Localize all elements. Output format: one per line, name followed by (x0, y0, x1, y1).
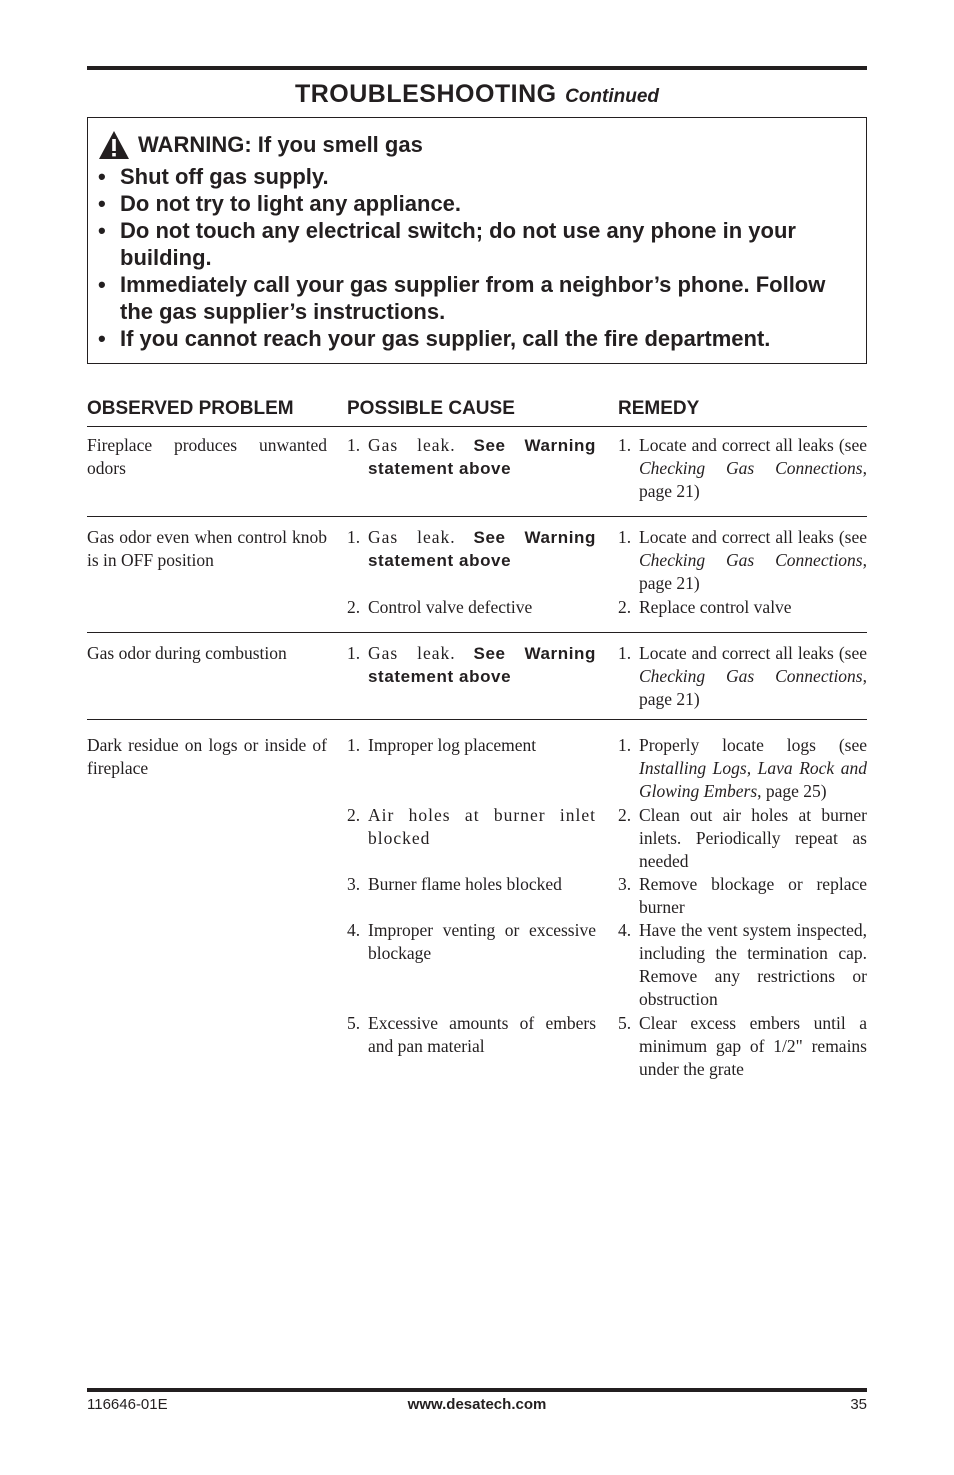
row-rule (87, 632, 867, 633)
remedy-text-end: , page 21) (639, 666, 867, 709)
remedy-text: Have the vent system inspected, including the termination cap. Remove any restrictions or obstruction (639, 920, 867, 1009)
item-number: 2. (618, 805, 632, 825)
observed-problem: Fireplace produces unwanted odors (87, 435, 327, 478)
cause-text: Burner flame holes blocked (368, 874, 562, 894)
cause-bold-text: See Warning statement above (368, 436, 596, 478)
remedy-text-end: , page 21) (639, 458, 867, 501)
footer-doc-number: 116646-01E (87, 1396, 168, 1413)
item-number: 2. (347, 597, 361, 617)
item-number: 2. (347, 805, 361, 825)
item-number: 1. (618, 735, 632, 755)
remedy-text: Replace control valve (639, 597, 792, 617)
warning-item: • Do not touch any electrical switch; do not use any phone in your building. (98, 217, 860, 271)
remedy-text-end: , page 21) (639, 550, 867, 593)
section-title-sub: Continued (565, 86, 660, 107)
warning-item: • Shut off gas supply. (98, 163, 860, 190)
item-number: 1. (347, 435, 361, 455)
remedy-text: Clean out air holes at burner inlets. Periodically repeat as needed (639, 805, 867, 871)
remedy-text: Clear excess embers until a minimum gap of 1/2" remains under the grate (639, 1013, 867, 1079)
item-number: 5. (618, 1013, 632, 1033)
warning-item: • Do not try to light any appliance. (98, 190, 860, 217)
cause-text: Gas leak. (368, 643, 456, 663)
cause-text: Improper log placement (368, 735, 537, 755)
warning-triangle-icon (98, 130, 130, 160)
cause-text: Air holes at burner inlet blocked (368, 805, 596, 848)
observed-problem: Gas odor even when control knob is in OFF position (87, 527, 327, 570)
item-number: 1. (618, 435, 632, 455)
cause-text: Gas leak. (368, 435, 456, 455)
item-number: 2. (618, 597, 632, 617)
warning-heading (98, 130, 423, 160)
row-rule (87, 516, 867, 517)
remedy-italic-text: Checking Gas Connections (639, 550, 863, 570)
warning-item: • If you cannot reach your gas supplier, call the fire department. (98, 325, 860, 352)
item-text (639, 434, 867, 503)
item-text (639, 734, 867, 803)
cause-text: Gas leak. (368, 527, 456, 547)
row-rule (87, 719, 867, 720)
cause-bold-text: See Warning statement above (368, 528, 596, 570)
item-number: 3. (618, 874, 632, 894)
remedy-italic-text: Checking Gas Connections (639, 666, 863, 686)
remedy-italic-text: Checking Gas Connections (639, 458, 863, 478)
item-number: 3. (347, 874, 361, 894)
column-header-remedy: REMEDY (618, 398, 700, 419)
warning-list (98, 163, 860, 352)
item-number: 1. (347, 643, 361, 663)
footer-url: www.desatech.com (407, 1396, 547, 1413)
cause-text: Control valve defective (368, 597, 533, 617)
cause-text: Excessive amounts of embers and pan material (368, 1013, 596, 1056)
section-title (87, 80, 867, 109)
observed-problem: Dark residue on logs or inside of fireplace (87, 735, 327, 778)
warning-item: • Immediately call your gas supplier from a neighbor’s phone. Follow the gas supplier’s instructions. (98, 271, 860, 325)
warning-heading-text: WARNING: If you smell gas (138, 132, 423, 157)
item-number: 4. (347, 920, 361, 940)
item-text (368, 642, 596, 688)
item-text (368, 434, 596, 480)
remedy-text: Locate and correct all leaks (see (639, 527, 867, 547)
top-rule (87, 66, 867, 70)
column-header-cause: POSSIBLE CAUSE (347, 398, 515, 419)
warning-box (87, 117, 867, 364)
column-header-problem: OBSERVED PROBLEM (87, 398, 294, 419)
item-text (639, 642, 867, 711)
bottom-rule (87, 1388, 867, 1392)
remedy-text: Locate and correct all leaks (see (639, 435, 867, 455)
section-title-main: TROUBLESHOOTING (294, 80, 557, 108)
item-number: 1. (618, 643, 632, 663)
remedy-text-end: , page 25) (757, 781, 827, 801)
remedy-text: Locate and correct all leaks (see (639, 643, 867, 663)
item-number: 1. (347, 527, 361, 547)
item-text (368, 526, 596, 572)
remedy-text: Properly locate logs (see (639, 735, 867, 755)
item-number: 1. (347, 735, 361, 755)
footer-page-number: 35 (850, 1396, 867, 1413)
header-rule (87, 426, 867, 427)
item-number: 5. (347, 1013, 361, 1033)
item-text (639, 526, 867, 595)
remedy-text: Remove blockage or replace burner (639, 874, 867, 917)
item-number: 4. (618, 920, 632, 940)
item-number: 1. (618, 527, 632, 547)
cause-bold-text: See Warning statement above (368, 644, 596, 686)
cause-text: Improper venting or excessive blockage (368, 920, 596, 963)
remedy-italic-text: Installing Logs, Lava Rock and Glowing Embers (639, 758, 867, 801)
observed-problem: Gas odor during combustion (87, 643, 287, 663)
